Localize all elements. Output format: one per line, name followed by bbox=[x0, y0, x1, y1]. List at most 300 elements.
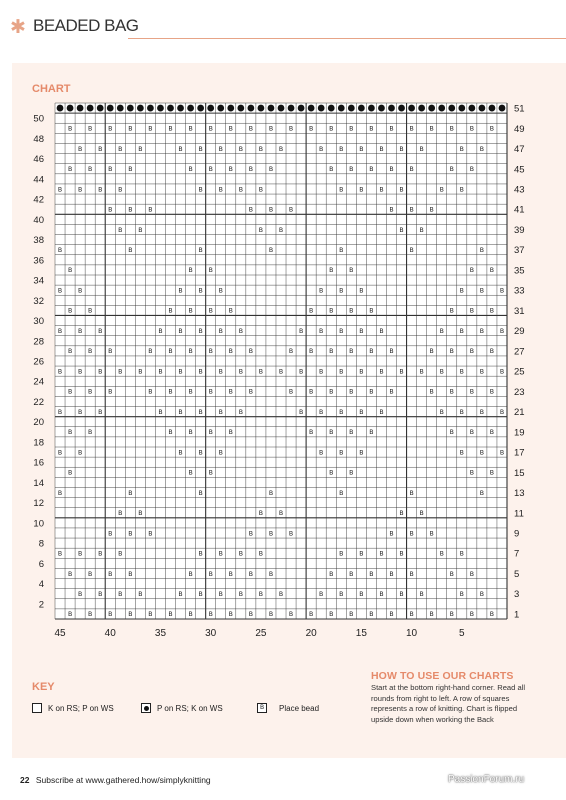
purl-dot bbox=[87, 105, 94, 112]
bead-symbol: B bbox=[88, 570, 93, 578]
bead-symbol: B bbox=[77, 408, 83, 416]
bead-symbol: B bbox=[439, 186, 444, 194]
bead-symbol: B bbox=[479, 408, 485, 416]
bead-symbol: B bbox=[329, 166, 334, 174]
purl-dot bbox=[247, 105, 254, 112]
bead-symbol: B bbox=[108, 166, 113, 174]
bead-symbol: B bbox=[118, 368, 123, 376]
bead-symbol: B bbox=[489, 429, 495, 437]
bead-symbol: B bbox=[67, 307, 73, 315]
bead-symbol: B bbox=[499, 449, 505, 457]
bead-symbol: B bbox=[449, 429, 454, 437]
purl-dot bbox=[137, 105, 144, 112]
bead-symbol: B bbox=[118, 186, 123, 194]
bead-symbol: B bbox=[489, 348, 495, 356]
bead-symbol: B bbox=[158, 408, 163, 416]
row-label-left: 28 bbox=[33, 336, 44, 348]
bead-symbol: B bbox=[479, 145, 485, 153]
bead-symbol: B bbox=[278, 226, 284, 234]
bead-symbol: B bbox=[98, 408, 103, 416]
bead-symbol: B bbox=[499, 327, 505, 335]
key-item-bead bbox=[257, 703, 319, 713]
stitch-label: 40 bbox=[104, 628, 116, 639]
bead-symbol: B bbox=[319, 591, 324, 599]
bead-symbol: B bbox=[489, 307, 495, 315]
bead-symbol: B bbox=[198, 145, 203, 153]
bead-symbol: B bbox=[268, 489, 274, 497]
bead-symbol: B bbox=[489, 267, 495, 275]
bead-symbol: B bbox=[389, 125, 394, 133]
bead-symbol: B bbox=[339, 145, 344, 153]
row-label-right: 11 bbox=[514, 508, 524, 520]
bead-symbol: B bbox=[489, 388, 495, 396]
row-label-left: 10 bbox=[33, 518, 44, 530]
bead-symbol: B bbox=[319, 449, 324, 457]
bead-symbol: B bbox=[479, 449, 485, 457]
bead-symbol: B bbox=[419, 226, 424, 234]
bead-symbol: B bbox=[218, 449, 223, 457]
bead-symbol: B bbox=[248, 166, 253, 174]
bead-symbol: B bbox=[77, 550, 83, 558]
purl-dot bbox=[278, 105, 285, 112]
bead-symbol: B bbox=[148, 125, 153, 133]
key-item-purl bbox=[141, 703, 223, 713]
bead-symbol: B bbox=[459, 327, 464, 335]
bead-symbol: B bbox=[238, 368, 243, 376]
bead-symbol: B bbox=[329, 348, 334, 356]
bead-symbol: B bbox=[319, 408, 324, 416]
row-label-right: 29 bbox=[514, 326, 525, 338]
bead-symbol: B bbox=[339, 489, 344, 497]
bead-symbol: B bbox=[359, 145, 364, 153]
row-label-right: 23 bbox=[514, 386, 525, 398]
bead-symbol: B bbox=[389, 611, 394, 619]
bead-symbol: B bbox=[329, 125, 334, 133]
bead-symbol: B bbox=[238, 145, 243, 153]
bead-symbol: B bbox=[188, 611, 193, 619]
purl-dot bbox=[458, 105, 465, 112]
bead-symbol: B bbox=[208, 307, 213, 315]
bead-symbol: B bbox=[258, 368, 264, 376]
bead-symbol: B bbox=[329, 570, 334, 578]
bead-symbol: B bbox=[198, 408, 203, 416]
bead-symbol: B bbox=[238, 327, 243, 335]
bead-symbol: B bbox=[128, 125, 133, 133]
purl-dot bbox=[207, 105, 214, 112]
bead-symbol: B bbox=[178, 368, 183, 376]
bead-symbol: B bbox=[309, 348, 314, 356]
bead-symbol: B bbox=[309, 388, 314, 396]
bead-symbol: B bbox=[479, 327, 485, 335]
row-label-right: 15 bbox=[514, 467, 525, 479]
bead-symbol: B bbox=[57, 408, 63, 416]
bead-symbol: B bbox=[108, 348, 113, 356]
bead-symbol: B bbox=[258, 510, 264, 518]
bead-symbol: B bbox=[389, 206, 394, 214]
bead-symbol: B bbox=[198, 591, 203, 599]
bead-symbol: B bbox=[309, 611, 314, 619]
bead-symbol: B bbox=[459, 408, 464, 416]
bead-symbol: B bbox=[369, 166, 374, 174]
bead-symbol: B bbox=[178, 408, 183, 416]
bead-symbol: B bbox=[389, 388, 394, 396]
bead-symbol: B bbox=[489, 469, 495, 477]
bead-symbol: B bbox=[449, 307, 454, 315]
bead-symbol: B bbox=[379, 327, 384, 335]
row-label-right: 43 bbox=[514, 184, 525, 196]
bead-symbol: B bbox=[148, 388, 153, 396]
bead-symbol: B bbox=[329, 267, 334, 275]
row-label-right: 13 bbox=[514, 488, 525, 500]
row-label-right: 17 bbox=[514, 447, 525, 459]
row-label-left: 46 bbox=[33, 154, 44, 166]
bead-symbol: B bbox=[349, 267, 354, 275]
bead-symbol: B bbox=[429, 206, 434, 214]
bead-symbol: B bbox=[409, 125, 414, 133]
row-label-left: 26 bbox=[33, 356, 44, 368]
bead-symbol: B bbox=[188, 125, 193, 133]
bead-symbol: B bbox=[258, 591, 264, 599]
row-label-right: 49 bbox=[514, 123, 525, 135]
purl-dot bbox=[288, 105, 295, 112]
bead-symbol: B bbox=[268, 206, 274, 214]
bead-symbol: B bbox=[359, 186, 364, 194]
bead-symbol: B bbox=[278, 145, 284, 153]
row-label-left: 48 bbox=[33, 133, 44, 145]
bead-symbol: B bbox=[409, 611, 414, 619]
bead-symbol: B bbox=[339, 449, 344, 457]
bead-symbol: B bbox=[359, 327, 364, 335]
bead-symbol: B bbox=[399, 550, 404, 558]
bead-symbol: B bbox=[449, 125, 454, 133]
key-item-label: P on RS; K on WS bbox=[157, 703, 223, 713]
bead-symbol: B bbox=[218, 368, 223, 376]
bead-symbol: B bbox=[108, 388, 113, 396]
purl-dot bbox=[167, 105, 174, 112]
bead-symbol: B bbox=[479, 591, 485, 599]
bead-symbol: B bbox=[439, 408, 444, 416]
bead-symbol: B bbox=[188, 469, 193, 477]
bead-symbol: B bbox=[449, 388, 454, 396]
page-title: BEADED BAG bbox=[33, 16, 139, 35]
bead-symbol: B bbox=[178, 591, 183, 599]
page-number: 22 bbox=[20, 775, 30, 785]
purl-dot bbox=[398, 105, 405, 112]
bead-symbol: B bbox=[188, 429, 193, 437]
bead-symbol: B bbox=[67, 125, 73, 133]
bead-symbol: B bbox=[208, 570, 213, 578]
chart-grid-background bbox=[55, 103, 507, 619]
purl-dot bbox=[378, 105, 385, 112]
bead-symbol: B bbox=[228, 348, 233, 356]
bead-symbol: B bbox=[228, 429, 233, 437]
row-label-left: 32 bbox=[33, 295, 44, 307]
bead-symbol: B bbox=[57, 489, 63, 497]
bead-symbol: B bbox=[218, 408, 223, 416]
bead-symbol: B bbox=[57, 247, 63, 255]
bead-symbol: B bbox=[108, 206, 113, 214]
bead-symbol: B bbox=[128, 611, 133, 619]
bead-symbol: B bbox=[228, 570, 233, 578]
bead-symbol: B bbox=[77, 327, 83, 335]
bead-symbol: B bbox=[108, 611, 113, 619]
bead-symbol: B bbox=[88, 348, 93, 356]
bead-symbol: B bbox=[469, 570, 474, 578]
bead-symbol: B bbox=[198, 186, 203, 194]
bead-symbol: B bbox=[258, 186, 264, 194]
bead-symbol: B bbox=[108, 570, 113, 578]
bead-symbol: B bbox=[77, 145, 83, 153]
bead-symbol: B bbox=[188, 166, 193, 174]
bead-symbol: B bbox=[258, 145, 264, 153]
row-label-left: 40 bbox=[33, 214, 44, 226]
bead-symbol: B bbox=[67, 611, 73, 619]
bead-symbol: B bbox=[198, 550, 203, 558]
purl-dot bbox=[418, 105, 425, 112]
key-item-label: K on RS; P on WS bbox=[48, 703, 114, 713]
bead-symbol: B bbox=[288, 348, 294, 356]
row-label-right: 19 bbox=[514, 427, 525, 439]
bead-symbol: B bbox=[379, 550, 384, 558]
bead-symbol: B bbox=[359, 591, 364, 599]
bead-symbol: B bbox=[88, 307, 93, 315]
row-label-left: 6 bbox=[38, 558, 44, 570]
bead-symbol: B bbox=[98, 327, 103, 335]
bead-symbol: B bbox=[339, 550, 344, 558]
bead-symbol: B bbox=[88, 429, 93, 437]
bead-symbol: B bbox=[339, 247, 344, 255]
bead-symbol: B bbox=[329, 307, 334, 315]
purl-dot bbox=[107, 105, 114, 112]
bead-symbol: B bbox=[429, 611, 434, 619]
bead-symbol: B bbox=[98, 186, 103, 194]
bead-symbol: B bbox=[369, 125, 374, 133]
bead-symbol: B bbox=[268, 125, 274, 133]
stitch-label: 10 bbox=[406, 628, 418, 639]
row-label-right: 5 bbox=[514, 568, 520, 580]
bead-symbol: B bbox=[178, 327, 183, 335]
bead-symbol: B bbox=[268, 570, 274, 578]
bead-symbol: B bbox=[108, 125, 113, 133]
bead-symbol: B bbox=[98, 550, 103, 558]
row-label-left: 24 bbox=[33, 376, 44, 388]
asterisk-icon: ✱ bbox=[10, 16, 26, 38]
bead-symbol: B bbox=[349, 429, 354, 437]
bead-symbol: B bbox=[208, 469, 213, 477]
bead-symbol: B bbox=[88, 388, 93, 396]
bead-symbol: B bbox=[77, 368, 83, 376]
row-label-left: 22 bbox=[33, 396, 44, 408]
row-label-left: 12 bbox=[33, 498, 44, 510]
bead-symbol: B bbox=[479, 287, 485, 295]
bead-symbol: B bbox=[67, 388, 73, 396]
watermark: PassionForum.ru bbox=[448, 774, 525, 785]
bead-symbol: B bbox=[399, 510, 404, 518]
key-title: KEY bbox=[32, 681, 55, 693]
bead-symbol: B bbox=[319, 287, 324, 295]
bead-symbol: B bbox=[459, 287, 464, 295]
purl-dot bbox=[368, 105, 375, 112]
bead-symbol: B bbox=[409, 247, 414, 255]
bead-symbol: B bbox=[469, 307, 474, 315]
row-label-right: 45 bbox=[514, 164, 525, 176]
bead-symbol: B bbox=[278, 368, 284, 376]
bead-symbol: B bbox=[298, 368, 304, 376]
bead-symbol: B bbox=[98, 591, 103, 599]
purl-dot bbox=[499, 105, 506, 112]
bead-symbol: B bbox=[369, 348, 374, 356]
bead-symbol: B bbox=[329, 429, 334, 437]
purl-dot bbox=[157, 105, 164, 112]
bead-symbol: B bbox=[168, 125, 173, 133]
bead-symbol: B bbox=[369, 307, 374, 315]
bead-symbol: B bbox=[228, 166, 233, 174]
bead-symbol: B bbox=[208, 611, 213, 619]
bead-symbol: B bbox=[228, 611, 233, 619]
row-label-left: 8 bbox=[38, 538, 44, 550]
bead-symbol: B bbox=[228, 307, 233, 315]
bead-symbol: B bbox=[459, 449, 464, 457]
bead-symbol: B bbox=[479, 368, 485, 376]
row-label-left: 16 bbox=[33, 457, 44, 469]
purl-dot bbox=[237, 105, 244, 112]
bead-symbol: B bbox=[258, 550, 264, 558]
purl-dot bbox=[438, 105, 445, 112]
bead-symbol: B bbox=[268, 166, 274, 174]
purl-dot bbox=[77, 105, 84, 112]
row-label-right: 21 bbox=[514, 407, 525, 419]
bead-symbol: B bbox=[499, 368, 505, 376]
bead-symbol: B bbox=[148, 530, 153, 538]
bead-symbol: B bbox=[148, 611, 153, 619]
bead-symbol: B bbox=[469, 429, 474, 437]
row-label-right: 35 bbox=[514, 265, 525, 277]
bead-symbol: B bbox=[288, 125, 294, 133]
bead-symbol: B bbox=[469, 267, 474, 275]
dot-square-icon bbox=[141, 703, 151, 713]
purl-dot bbox=[217, 105, 224, 112]
bead-symbol: B bbox=[389, 348, 394, 356]
bead-symbol: B bbox=[188, 570, 193, 578]
bead-symbol: B bbox=[128, 489, 133, 497]
bead-symbol: B bbox=[248, 611, 253, 619]
bead-symbol: B bbox=[349, 125, 354, 133]
bead-symbol: B bbox=[379, 591, 384, 599]
bead-symbol: B bbox=[248, 206, 253, 214]
bead-symbol: B bbox=[479, 489, 485, 497]
purl-dot bbox=[338, 105, 345, 112]
bead-symbol: B bbox=[329, 611, 334, 619]
key-item-label: Place bead bbox=[279, 703, 320, 713]
bead-symbol: B bbox=[349, 166, 354, 174]
bead-symbol: B bbox=[57, 327, 63, 335]
bead-symbol: B bbox=[419, 510, 424, 518]
bead-symbol: B bbox=[419, 368, 424, 376]
purl-dot bbox=[67, 105, 74, 112]
bead-symbol: B bbox=[449, 348, 454, 356]
bead-symbol: B bbox=[298, 408, 304, 416]
stitch-label: 20 bbox=[305, 628, 317, 639]
bead-symbol: B bbox=[329, 388, 334, 396]
purl-dot bbox=[489, 105, 496, 112]
bead-symbol: B bbox=[459, 550, 464, 558]
bead-symbol: B bbox=[138, 226, 143, 234]
bead-symbol: B bbox=[188, 388, 193, 396]
bead-symbol: B bbox=[319, 145, 324, 153]
bead-symbol: B bbox=[198, 449, 203, 457]
purl-dot bbox=[468, 105, 475, 112]
bead-symbol: B bbox=[349, 388, 354, 396]
bead-symbol: B bbox=[339, 368, 344, 376]
stitch-label: 35 bbox=[154, 628, 167, 639]
bead-symbol: B bbox=[118, 145, 123, 153]
bead-symbol: B bbox=[198, 287, 203, 295]
row-label-right: 37 bbox=[514, 245, 525, 257]
bead-symbol: B bbox=[489, 611, 495, 619]
bead-symbol: B bbox=[278, 510, 284, 518]
row-label-right: 41 bbox=[514, 204, 525, 216]
bead-symbol: B bbox=[499, 287, 505, 295]
bead-symbol: B bbox=[399, 591, 404, 599]
bead-symbol: B bbox=[268, 530, 274, 538]
bead-symbol: B bbox=[288, 206, 294, 214]
bead-symbol: B bbox=[429, 530, 434, 538]
bead-symbol: B bbox=[349, 611, 354, 619]
bead-symbol: B bbox=[339, 287, 344, 295]
purl-dot bbox=[117, 105, 124, 112]
bead-symbol: B bbox=[288, 388, 294, 396]
bead-symbol: B bbox=[67, 166, 73, 174]
bead-symbol: B bbox=[268, 611, 274, 619]
bead-symbol: B bbox=[128, 166, 133, 174]
footer-text: Subscribe at www.gathered.how/simplyknitting bbox=[35, 775, 211, 785]
row-label-left: 44 bbox=[33, 174, 44, 186]
purl-dot bbox=[348, 105, 355, 112]
bead-symbol: B bbox=[67, 429, 73, 437]
row-label-left: 2 bbox=[38, 599, 44, 611]
bead-symbol: B bbox=[389, 570, 394, 578]
row-label-left: 34 bbox=[33, 275, 44, 287]
bead-symbol: B bbox=[238, 550, 243, 558]
bead-symbol: B bbox=[218, 327, 223, 335]
bead-symbol: B bbox=[369, 611, 374, 619]
bead-symbol: B bbox=[449, 611, 454, 619]
bead-symbol: B bbox=[349, 348, 354, 356]
purl-dot bbox=[57, 105, 64, 112]
row-label-left: 20 bbox=[33, 417, 44, 429]
bead-symbol: B bbox=[309, 429, 314, 437]
bead-symbol: B bbox=[248, 125, 253, 133]
bead-symbol: B bbox=[57, 186, 63, 194]
bead-symbol: B bbox=[198, 368, 203, 376]
bead-symbol: B bbox=[248, 348, 253, 356]
bead-symbol: B bbox=[128, 570, 133, 578]
bead-symbol: B bbox=[339, 408, 344, 416]
bead-symbol: B bbox=[218, 145, 223, 153]
bead-symbol: B bbox=[329, 469, 334, 477]
bead-symbol: B bbox=[429, 388, 434, 396]
howto-body: Start at the bottom right-hand corner. Read all rounds from right to left. A row of squares represents a row of knitting. Chart is flipped upside down when working the Back bbox=[371, 683, 526, 724]
bead-symbol: B bbox=[208, 429, 213, 437]
bead-symbol: B bbox=[439, 327, 444, 335]
bead-symbol: B bbox=[359, 408, 364, 416]
bead-symbol: B bbox=[178, 449, 183, 457]
bead-symbol: B bbox=[178, 287, 183, 295]
bead-symbol: B bbox=[208, 125, 213, 133]
row-label-left: 14 bbox=[33, 477, 44, 489]
bead-symbol: B bbox=[409, 489, 414, 497]
purl-dot bbox=[268, 105, 275, 112]
